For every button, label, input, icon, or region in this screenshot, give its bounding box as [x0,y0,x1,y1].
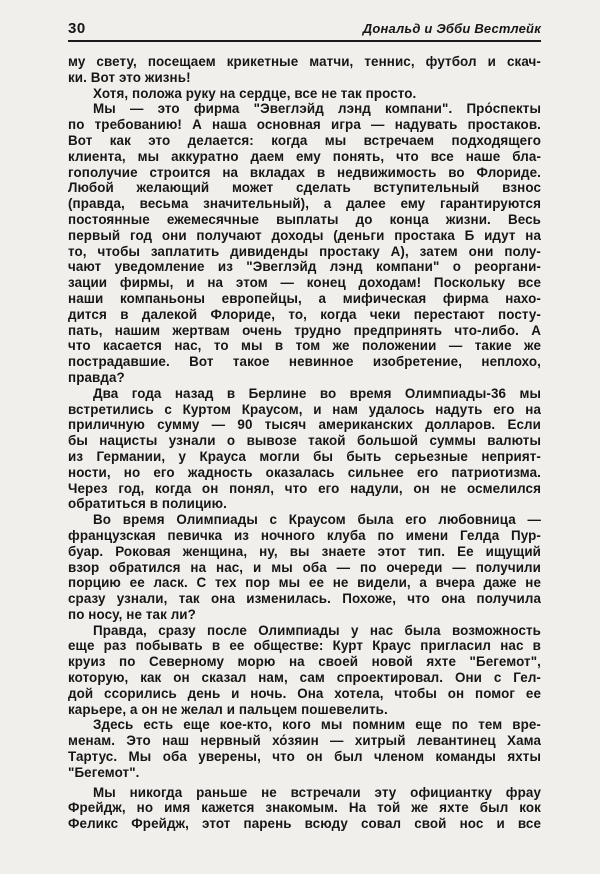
text-line: зации фирмы, и на этом — конец доходам! Поскольку все [68,275,541,291]
text-line: приличную сумму — 90 тысяч американских долларов. Если [68,417,541,433]
text-line: Мы — это фирма "Эвеглэйд лэнд компани". Про́спекты [93,101,541,117]
text-line: ности, но его жадность оказалась сильнее его патриотизма. [68,464,541,480]
text-line: дой ссорились день и ночь. Она хотела, чтобы он помог ее [68,685,541,701]
paragraph [68,623,541,718]
text-line: менам. Это наш нервный хо́зяин — хитрый левантинец Хама [68,733,541,749]
text-line: сразу узнали, так она изменилась. Похоже, что она получила [68,591,541,607]
paragraph [68,512,541,623]
page-number: 30 [68,20,86,37]
text-line: бы нацисты узнали о вывозе такой большой суммы валюты [68,433,541,449]
page-header [68,20,541,42]
text-line: клиента, мы аккуратно даем ему понять, что все наше бла- [68,148,541,164]
text-line: Вот как это делается: когда мы встречаем подходящего [68,132,541,148]
paragraph [68,717,541,780]
text-line: Фрейдж, но имя кажется знакомым. На той же яхте был кок [68,800,541,816]
text-line: Мы никогда раньше не встречали эту официантку фрау [93,784,541,800]
text-line: то, чтобы заплатить дивиденды простаку А), затем они полу- [68,243,541,259]
text-line: пострадавшие. Вот такое невинное изобретение, неплохо, [68,354,541,370]
text-line: му свету, посещаем крикетные матчи, теннис, футбол и скач- [68,54,541,69]
text-line: постоянные ежемесячные выплаты до конца жизни. Весь [68,211,541,227]
text-line: Во время Олимпиады с Краусом была его любовница — [93,512,541,528]
text-line: (правда, весьма значительный), а далее ему гарантируются [68,196,541,212]
text-line: первый год они получают доходы (деньги простака Б идут на [68,227,541,243]
text-line: карьере, а он не желал и пальцем пошевелить. [68,701,388,717]
text-line: Правда, сразу после Олимпиады у нас была возможность [93,622,541,638]
text-line: круиз по Северному морю на своей новой яхте "Бегемот", [68,654,541,670]
text-line: Тартус. Мы оба уверены, что он был членом команды яхты [68,749,541,765]
text-line: Через год, когда он понял, что его надули, он не осмелился [68,480,541,496]
text-line: Хотя, положа руку на сердце, все не так просто. [93,85,417,101]
text-line: еще раз побывать в ее обществе: Курт Краус пригласил нас в [68,638,541,654]
text-column [68,54,541,832]
text-line: Здесь есть еще кое-кто, кого мы помним еще по тем вре- [93,717,541,733]
text-line: взор обратился на нас, и мы оба — по очереди — получили [68,559,541,575]
paragraph [68,386,541,512]
text-line: гополучие строится на вкладах в недвижимость во Флориде. [68,164,541,180]
text-line: обратиться в полицию. [68,496,227,512]
text-line: по требованию! А наша основная игра — надувать простаков. [68,117,541,133]
text-line: по носу, не так ли? [68,606,196,622]
text-line: пать, нашим жертвам очень трудно предпринять что-либо. А [68,322,541,338]
text-line: буар. Роковая женщина, ну, вы знаете этот тип. Ее ищущий [68,543,541,559]
text-line: Два года назад в Берлине во время Олимпиады-36 мы [93,385,541,401]
text-line: дится в далекой Флориде, то, когда чеки перестают посту- [68,306,541,322]
paragraph [68,785,541,832]
running-title: Дональд и Эбби Вестлейк [362,21,541,36]
text-line: чают уведомление из "Эвеглэйд лэнд компани" о реоргани- [68,259,541,275]
text-line: наши компаньоны европейцы, а мифическая фирма нахо- [68,290,541,306]
paragraph [68,101,541,385]
text-line: ки. Вот это жизнь! [68,69,191,85]
text-line: порцию ее ласк. С тех пор мы ее не видели, а вчера даже не [68,575,541,591]
text-line: Феликс Фрейдж, этот парень всюду совал свой нос и все [68,816,541,832]
text-line: Любой желающий может сделать вступительный взнос [68,180,541,196]
text-line: что касается нас, то мы в том же положении — такие же [68,338,541,354]
text-line: "Бегемот". [68,764,140,780]
text-line: правда? [68,369,125,385]
paragraph [68,86,541,102]
text-line: французская певичка из ночного клуба по имени Гелда Пур- [68,527,541,543]
paragraph [68,54,541,86]
text-line: из Германии, у Крауса могли бы быть серьезные неприят- [68,448,541,464]
text-line: которую, как он сказал нам, сам спроектировал. Они с Гел- [68,670,541,686]
text-line: встретились с Куртом Краусом, и нам удалось надуть его на [68,401,541,417]
